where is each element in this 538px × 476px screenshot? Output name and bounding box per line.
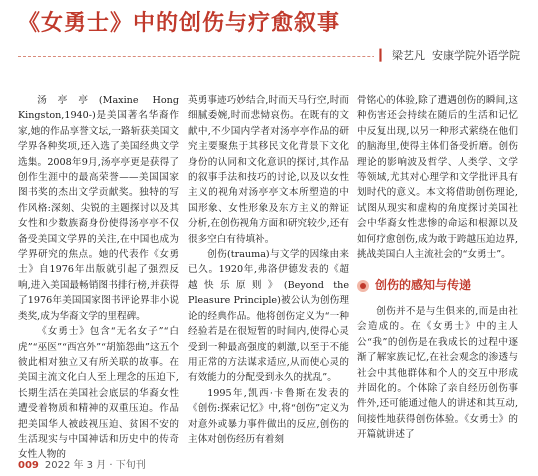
paragraph: 1995年,凯西·卡鲁斯在发表的《创伤:探索记忆》中,将“创伤”定义为对意外或暴力事件做出的反应,创伤的主体对创伤经历有着刻: [188, 387, 349, 445]
text-column-3: [357, 93, 518, 443]
paragraph: 英勇事迹巧妙结合,时而天马行空,时而细腻委婉,时而悲恸哀伤。在既有的文献中,不少国内学者对汤亭亭作品的研究主要聚焦于其移民文化背景下文化身份的认同和文化意识的探讨,其作品的叙事手法和技巧的讨论,以及以女性主义的视角对汤亭亭文本所塑造的中国形象、女性形象及东方主义的辩证分析,在创伤视角方面和研究较少,还有很多空白有待填补。: [188, 95, 349, 245]
byline-marker-icon: ▎: [379, 49, 388, 62]
paragraph: 创伤并不是与生俱来的,而是由社会造成的。在《女勇士》中的主人公“我”的创伤是在我成长的过程中逐渐了解家族记忆,在社会观念的渗透与社会中其他群体和个人的交互中形成并固化的。个体除了亲自经历创伤事件外,还可能通过他人的讲述和其互动,间接性地获得创伤体验。《女勇士》的开篇就讲述了: [357, 305, 518, 441]
paragraph: 创伤(trauma)与文学的因缘由来已久。1920年,弗洛伊德发表的《超越快乐原则》(Beyond the Pleasure Principle)被公认为创伤理论的经典作品。他将创伤定义为“一种经验若是在很短暂的时间内,使得心灵受到一种最高强度的刺激,以至于不能用正常的方法谋求适应,从而使心灵的有效能力的分配受到永久的扰乱”。: [188, 249, 349, 384]
page-footer: [18, 456, 146, 471]
section-title: 创伤的感知与传递: [375, 278, 472, 293]
section-bullet-icon: [357, 280, 369, 292]
section-heading: [357, 278, 518, 293]
text-column-1: [18, 93, 179, 463]
text-column-2: [188, 93, 349, 447]
author-name: 梁艺凡: [392, 49, 425, 62]
author-affiliation: 安康学院外语学院: [432, 49, 520, 62]
paragraph: 骨铭心的体验,除了遭遇创伤的瞬间,这种伤害还会持续在随后的生活和记忆中反复出现,以另一种形式萦绕在他们的脑海里,使得主体们备受折磨。创伤理论的影响波及哲学、人类学、文学等领域,尤其对心理学和文学批评具有划时代的意义。本文将借助创伤理论,试图从现实和虚构的角度探讨美国社会中华裔女性悲惨的命运和根源以及如何疗愈创伤,成为敢于跨越压迫边界,挑战美国白人主流社会的“女勇士”。: [357, 95, 518, 261]
issue-info: 2022 年 3 月 · 下旬刊: [44, 460, 146, 471]
paragraph: 汤亭亭(Maxine Hong Kingston,1940-)是美国著名华裔作家,她的作品享誉文坛,一路斩获美国文学界各种奖项,还入选了美国经典文学选集。2008年9月,汤亭亭更是获得了创作生涯中的最高荣誉——美国国家图书奖的杰出文学贡献奖。独特的写作风格:深刻、尖锐的主题探讨以及其女性和少数族裔身份使得汤亭亭不仅备受美国文学界的关注,在中国也成为学界研究的焦点。她的代表作《女勇士》自1976年出版就引起了强烈反响,进入美国最畅销图书排行榜,并获得了1976年美国国家图书评论界非小说类奖,成为华裔文学的里程碑。: [18, 95, 179, 322]
byline: [374, 47, 520, 63]
paragraph: 《女勇士》包含“无名女子”“白虎”“巫医”“西宫外”“胡笳怨曲”这五个彼此相对独立又有所关联的故事。在美国主流文化白人至上理念的压迫下,长期生活在美国社会底层的华裔女性遭受着物质和精神的双重压迫。作品把美国华人被歧视压迫、贫困不安的生活现实与中国神话和历史中的传奇女性人物的: [18, 326, 179, 461]
page-number: 009: [18, 460, 39, 471]
article-title: 《女勇士》中的创伤与疗愈叙事: [18, 11, 341, 36]
